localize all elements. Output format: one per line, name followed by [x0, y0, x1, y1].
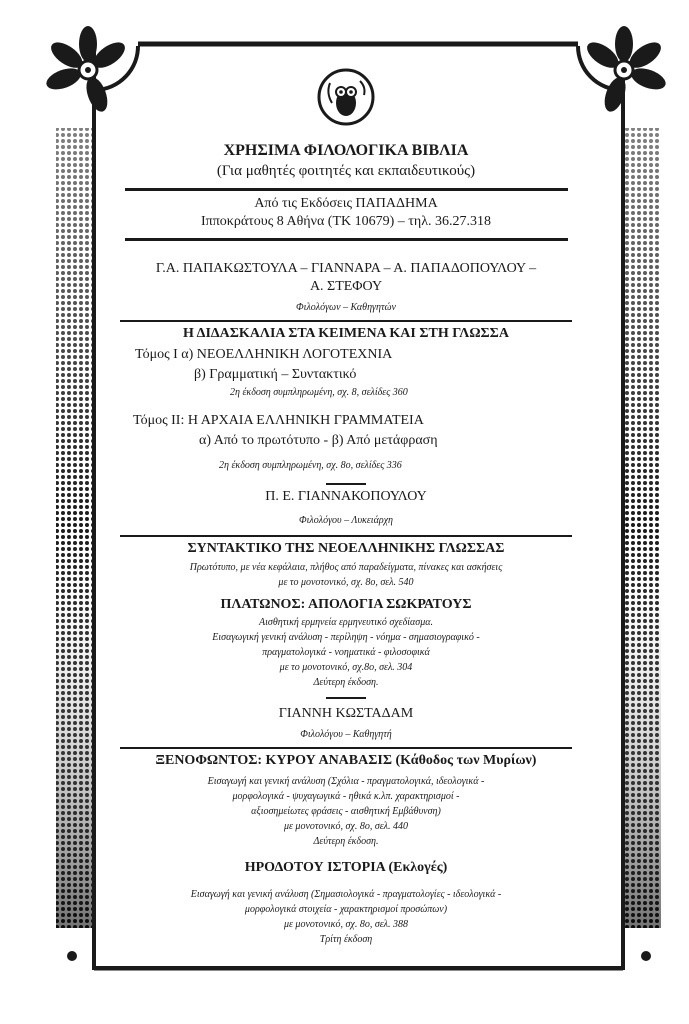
vol2-subtitle: α) Από το πρωτότυπο - β) Από μετάφραση — [199, 433, 438, 448]
bottom-right-dot — [641, 951, 651, 961]
section2-book2-title: ΠΛΑΤΩΝΟΣ: ΑΠΟΛΟΓΙΑ ΣΩΚΡΑΤΟΥΣ — [220, 597, 472, 612]
section3-book2-desc2: μορφολογικά στοιχεία - χαρακτηρισμοί προσώπων) — [244, 904, 448, 915]
vol2-info: 2η έκδοση συμπληρωμένη, σχ. 8ο, σελίδες 336 — [219, 460, 402, 471]
section3-book2-title: ΗΡΟΔΟΤΟΥ ΙΣΤΟΡΙΑ (Εκλογές) — [244, 860, 448, 875]
section1-authors-cont: Α. ΣΤΕΦΟΥ — [309, 279, 383, 294]
section1-authors: Γ.Α. ΠΑΠΑΚΩΣΤΟΥΛΑ – ΓΙΑΝΝΑΡΑ – Α. ΠΑΠΑΔΟΠΟΥΛΟΥ – — [155, 261, 537, 276]
section3-book1-desc3: αξιοσημείωτες φράσεις - αισθητική Εμβάθυνση) — [251, 806, 441, 817]
header-rule-top — [125, 188, 568, 191]
header-rule-bottom — [125, 238, 568, 241]
section1-rule — [120, 320, 572, 322]
page-title: ΧΡΗΣΙΜΑ ΦΙΛΟΛΟΓΙΚΑ ΒΙΒΛΙΑ — [223, 142, 469, 159]
vol1-title: Τόμος Ι α) ΝΕΟΕΛΛΗΝΙΚΗ ΛΟΓΟΤΕΧΝΙΑ — [135, 347, 393, 362]
section1-book-title: Η ΔΙΔΑΣΚΑΛΙΑ ΣΤΑ ΚΕΙΜΕΝΑ ΚΑΙ ΣΤΗ ΓΛΩΣΣΑ — [183, 326, 509, 341]
publisher-line: Από τις Εκδόσεις ΠΑΠΑΔΗΜΑ — [254, 196, 438, 211]
section3-book2-desc1: Εισαγωγή και γενική ανάλυση (Σημασιολογικά - πραγματολογίες - ιδεολογικά - — [190, 889, 502, 900]
vol2-title: Τόμος ΙΙ: Η ΑΡΧΑΙΑ ΕΛΛΗΝΙΚΗ ΓΡΑΜΜΑΤΕΙΑ — [133, 413, 424, 428]
owl-coin-logo — [319, 70, 373, 124]
section2-author: Π. Ε. ΓΙΑΝΝΑΚΟΠΟΥΛΟΥ — [265, 489, 427, 504]
bottom-left-dot — [67, 951, 77, 961]
section1-short-rule — [326, 483, 366, 485]
section2-book1-desc1: Πρωτότυπο, με νέα κεφάλαια, πλήθος από παραδείγματα, πίνακες και ασκήσεις — [189, 562, 503, 573]
section2-book1-desc2: με το μονοτονικό, σχ. 8ο, σελ. 540 — [278, 577, 414, 588]
section3-author: ΓΙΑΝΝΗ ΚΩΣΤΑΔΑΜ — [278, 706, 414, 721]
section2-role: Φιλολόγου – Λυκειάρχη — [299, 515, 393, 526]
section3-book1-desc2: μορφολογικά - ψυχαγωγικά - ηθικά κ.λπ. χαρακτηρισμοί - — [232, 791, 460, 802]
vol1-info: 2η έκδοση συμπληρωμένη, σχ. 8, σελίδες 360 — [230, 387, 408, 398]
section2-book2-desc1: Αισθητική ερμηνεία ερμηνευτικό σχεδίασμα. — [259, 617, 433, 628]
section3-book1-title: ΞΕΝΟΦΩΝΤΟΣ: ΚΥΡΟΥ ΑΝΑΒΑΣΙΣ (Κάθοδος των Μυρίων) — [155, 753, 537, 768]
section2-book1-title: ΣΥΝΤΑΚΤΙΚΟ ΤΗΣ ΝΕΟΕΛΛΗΝΙΚΗΣ ΓΛΩΣΣΑΣ — [187, 541, 505, 556]
section2-book2-desc3: πραγματολογικά - νοηματικά - φιλοσοφικά — [262, 647, 430, 658]
section1-role: Φιλολόγων – Καθηγητών — [296, 302, 396, 313]
section2-rule — [120, 535, 572, 537]
section3-book1-desc1: Εισαγωγή και γενική ανάλυση (Σχόλια - πραγματολογικά, ιδεολογικά - — [207, 776, 485, 787]
section2-book2-desc4: με το μονοτονικό, σχ.8ο, σελ. 304 — [279, 662, 413, 673]
publisher-address: Ιπποκράτους 8 Αθήνα (ΤΚ 10679) – τηλ. 36.27.318 — [200, 214, 492, 229]
section2-book2-desc5: Δεύτερη έκδοση. — [313, 677, 379, 688]
section2-book2-desc2: Εισαγωγική γενική ανάλυση - περίληψη - νόημα - σημασιογραφικό - — [212, 632, 480, 643]
section3-book1-desc4: με μονοτονικό, σχ. 8ο, σελ. 440 — [283, 821, 409, 832]
section3-book1-desc5: Δεύτερη έκδοση. — [313, 836, 379, 847]
section3-book2-desc4: Τρίτη έκδοση — [319, 934, 373, 945]
page-subtitle: (Για μαθητές φοιτητές και εκπαιδευτικούς) — [216, 163, 476, 179]
section3-role: Φιλολόγου – Καθηγητή — [300, 729, 392, 740]
section2-short-rule — [326, 697, 366, 699]
vol1-subtitle: β) Γραμματική – Συντακτικό — [194, 367, 357, 382]
section3-rule — [120, 747, 572, 749]
section3-book2-desc3: με μονοτονικό, σχ. 8ο, σελ. 388 — [283, 919, 409, 930]
